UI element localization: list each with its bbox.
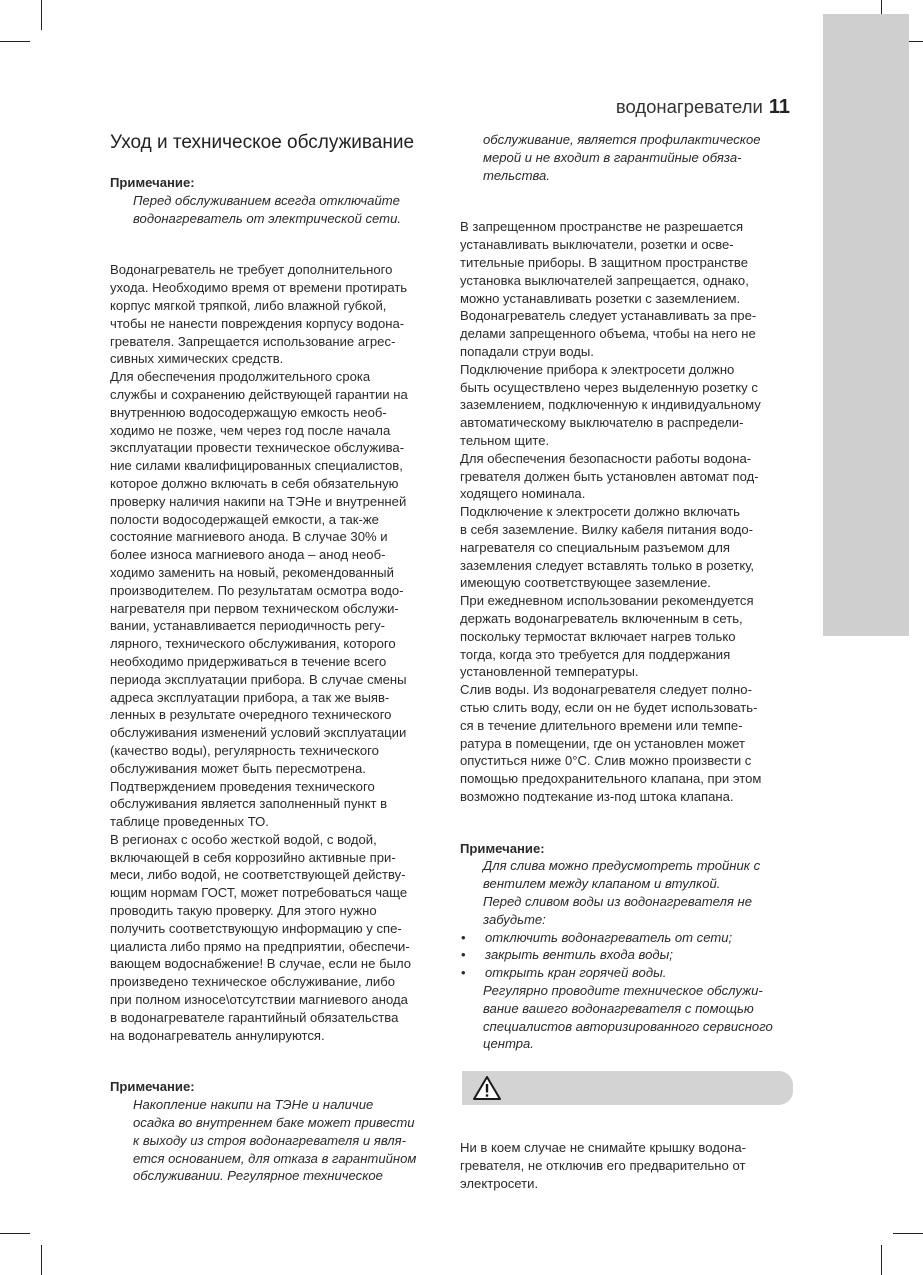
warning-triangle-icon <box>472 1075 502 1101</box>
warning-bar <box>462 1071 793 1105</box>
note-text: Накопление накипи на ТЭНе и наличие осадка во внутреннем баке может привести к выходу из строя водонагревателя и явля- ется основанием, для отказа в гарантийном обслуживании. Регулярное техническое <box>133 1097 417 1184</box>
note-text-continued: обслуживание, является профилактическое мерой и не входит в гарантийные обяза- тельства. <box>483 132 761 183</box>
page-number: 11 <box>768 96 790 118</box>
right-column <box>460 131 792 1193</box>
crop-mark <box>0 1233 30 1234</box>
note-text: Перед обслуживанием всегда отключайте водонагреватель от электрической сети. <box>133 192 401 226</box>
note-label: Примечание: <box>110 1079 195 1095</box>
crop-mark <box>0 41 30 42</box>
crop-mark <box>881 1245 882 1275</box>
page-header <box>616 96 790 119</box>
crop-mark <box>41 0 42 30</box>
list-item: • отключить водонагреватель от сети; <box>460 929 792 947</box>
section-title: Уход и техническое обслуживание <box>110 132 415 153</box>
note-text: Регулярно проводите техническое обслужи- вание вашего водонагревателя с помощью специалистов авторизированного сервисного центра. <box>483 983 773 1052</box>
header-section: водонагреватели <box>615 96 763 117</box>
note-label: Примечание: <box>460 840 545 856</box>
side-tab <box>823 14 909 636</box>
note-text: Для слива можно предусмотреть тройник с вентилем между клапаном и втулкой. Перед сливом воды из водонагревателя не забудьте: <box>483 858 761 927</box>
left-column <box>110 131 440 1185</box>
body-text: В запрещенном пространстве не разрешается устанавливать выключатели, розетки и осве- тительные приборы. В защитном пространстве установка выключателей запрещается, однако, можно устанавливать розетки с заземлением. Водонагреватель следует устанавливать за пре- делами запрещенного объема, чтобы на него не попадали струи воды. Подключение прибора к электросети должно быть осуществлено через выделенную розетку с заземлением, подключенную к индивидуальному автоматическому выключателю в распредели- тельном щите. Для обеспечения безопасности работы водона- гревателя должен быть установлен автомат под- ходящего номинала. Подключение к электросети должно включать в себя заземление. Вилку кабеля питания водо- нагревателя со специальным разъемом для заземления следует вставлять только в розетку, имеющую соответствующее заземление. При ежедневном использовании рекомендуется держать водонагреватель включенным в сеть, поскольку термостат включает нагрев только тогда, когда это требуется для поддержания установленной температуры. Слив воды. Из водонагревателя следует полно- стью слить воду, если он не будет использовать- ся в течение длительного времени или темпе- ратура в помещении, где он установлен может опуститься ниже 0°С. Слив можно произвести с помощью предохранительного клапана, при этом возможно подтекание из-под штока клапана. <box>460 219 762 804</box>
bullet-list <box>460 929 792 982</box>
crop-mark <box>893 1233 923 1234</box>
body-text: Водонагреватель не требует дополнительного ухода. Необходимо время от времени протирать корпус мягкой тряпкой, либо влажной губкой, чтобы не нанести повреждения корпусу водона- гревателя. Запрещается использование агрес- сивных химических средств. Для обеспечения продолжительного срока службы и сохранению действующей гарантии на внутреннюю водосодержащую емкость необ- ходимо не позже, чем через год после начала эксплуатации провести техническое обслужива- ние силами квалифицированных специалистов, которое должно включать в себя обязательную проверку наличия накипи на ТЭНе и внутренней полости водосодержащей емкости, а так-же состояние магниевого анода. В случае 30% и более износа магниевого анода – анод необ- ходимо заменить на новый, рекомендованный производителем. По результатам осмотра водо- нагревателя при первом техническом обслужи- вании, устанавливается периодичность регу- лярного, технического обслуживания, которого необходимо придерживаться в течение всего периода эксплуатации прибора. В случае смены адреса эксплуатации прибора, а так же выяв- ленных в результате очередного технического обслуживания изменений условий эксплуатации (качество воды), регулярность технического обслуживания может быть пересмотрена. Подтверждением проведения технического обслуживания является заполненный пункт в таблице проведенных ТО. В регионах с особо жесткой водой, с водой, включающей в себя коррозийно активные при- меси, либо водой, не соответствующей действу- ющим нормам ГОСТ, может потребоваться чаще проводить такую проверку. Для этого нужно получить соответствующую информацию у спе- циалиста либо прямо на предприятии, обеспечи- вающем водоснабжение! В случае, если не было произведено техническое обслуживание, либо при полном износе\отсутствии магниевого анода в водонагревателе гарантийный обязательства на водонагреватель аннулируются. <box>110 262 412 1043</box>
list-item: • закрыть вентиль входа воды; <box>460 946 792 964</box>
list-item: • открыть кран горячей воды. <box>460 964 792 982</box>
note-label: Примечание: <box>110 175 195 190</box>
crop-mark <box>41 1245 42 1275</box>
warning-text: Ни в коем случае не снимайте крышку водона- гревателя, не отключив его предварительно от электросети. <box>460 1140 747 1191</box>
